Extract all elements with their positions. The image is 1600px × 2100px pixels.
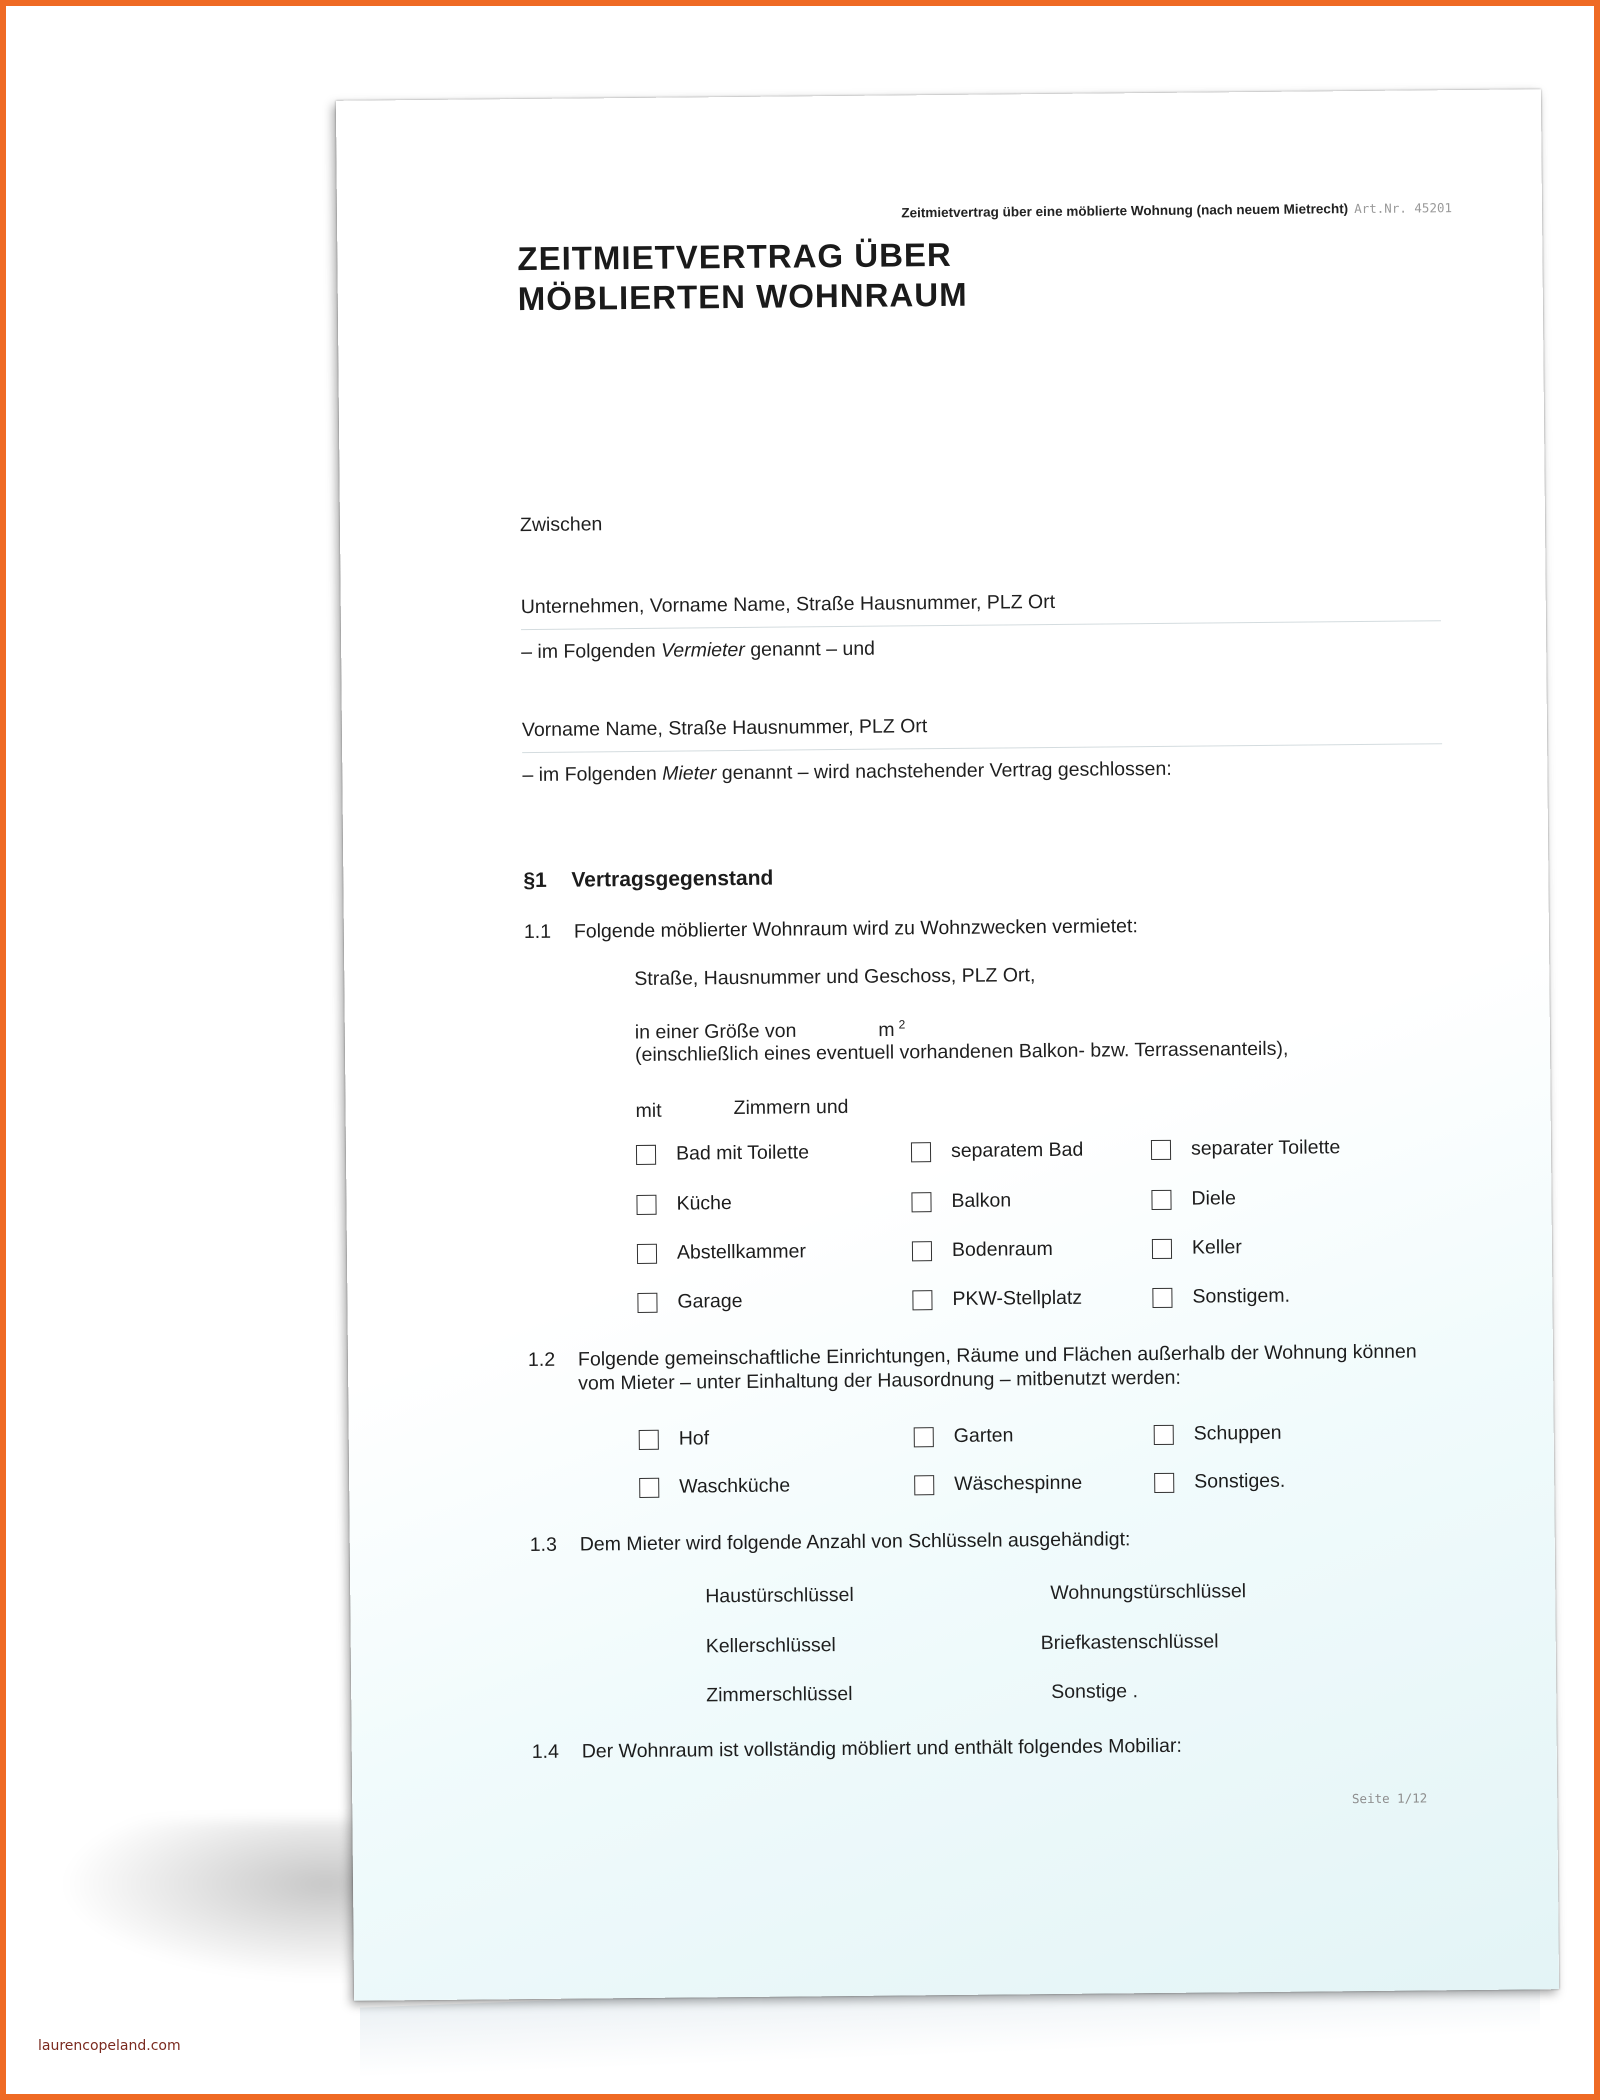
tenant-name-field[interactable]: Vorname Name, Straße Hausnummer, PLZ Ort xyxy=(521,715,928,742)
header-title: Zeitmietvertrag über eine möblierte Wohnung (nach neuem Mietrecht) xyxy=(901,201,1349,221)
checkbox-kueche[interactable] xyxy=(636,1192,732,1216)
clause-1-3 xyxy=(530,1528,1131,1557)
checkbox-abstellkammer[interactable] xyxy=(637,1240,806,1265)
checkbox-box[interactable] xyxy=(639,1429,659,1449)
rental-address-field[interactable]: Straße, Hausnummer und Geschoss, PLZ Ort, xyxy=(634,964,1036,991)
tenant-role-word: Mieter xyxy=(662,762,717,785)
checkbox-box[interactable] xyxy=(1154,1424,1174,1444)
checkbox-label: PKW-Stellplatz xyxy=(952,1286,1083,1310)
checkbox-label: Garage xyxy=(677,1289,743,1313)
checkbox-label: Garten xyxy=(953,1424,1014,1447)
clause-1-1 xyxy=(524,915,1138,944)
size-note: (einschließlich eines eventuell vorhandenen Balkon- bzw. Terrassenanteils), xyxy=(634,1037,1289,1066)
checkbox-label: Abstellkammer xyxy=(676,1240,807,1264)
checkbox-label: separatem Bad xyxy=(950,1138,1084,1162)
checkbox-box[interactable] xyxy=(636,1194,656,1214)
checkbox-label: Diele xyxy=(1191,1187,1237,1210)
checkbox-label: Schuppen xyxy=(1193,1421,1282,1445)
between-label: Zwischen xyxy=(519,513,603,537)
landlord-role-prefix: – im Folgenden xyxy=(521,639,662,664)
checkbox-box[interactable] xyxy=(1151,1189,1171,1209)
checkbox-label: Sonstigem. xyxy=(1192,1284,1291,1308)
title-line-1: ZEITMIETVERTRAG ÜBER xyxy=(517,235,952,278)
checkbox-label: Waschküche xyxy=(679,1474,791,1498)
clause-1-1-text: Folgende möblierter Wohnraum wird zu Wohnzwecken vermietet: xyxy=(573,915,1138,943)
document-page xyxy=(336,89,1559,2000)
checkbox-hof[interactable] xyxy=(639,1427,710,1451)
checkbox-diele[interactable] xyxy=(1151,1187,1236,1211)
checkbox-pkw-stellplatz[interactable] xyxy=(912,1287,1082,1312)
rooms-count-field[interactable]: Zimmern und xyxy=(733,1095,849,1120)
checkbox-box[interactable] xyxy=(1152,1287,1172,1307)
clause-1-2-number: 1.2 xyxy=(527,1348,556,1372)
key-zimmer[interactable]: Zimmerschlüssel xyxy=(706,1682,853,1707)
clause-1-2-text-line1: Folgende gemeinschaftliche Einrichtungen, Räume und Flächen außerhalb der Wohnung können xyxy=(577,1340,1417,1371)
checkbox-box[interactable] xyxy=(1151,1139,1171,1159)
checkbox-waeschespinne[interactable] xyxy=(914,1472,1082,1497)
section-1-heading xyxy=(523,867,773,893)
tenant-rule xyxy=(522,743,1442,753)
checkbox-box[interactable] xyxy=(1154,1472,1174,1492)
checkbox-label: Keller xyxy=(1191,1236,1242,1259)
key-wohnungstuer[interactable]: Wohnungstürschlüssel xyxy=(1050,1580,1247,1605)
checkbox-label: Wäschespinne xyxy=(954,1471,1083,1495)
checkbox-bad-mit-toilette[interactable] xyxy=(636,1141,809,1166)
clause-1-4-text: Der Wohnraum ist vollständig möbliert und enthält folgendes Mobiliar: xyxy=(581,1734,1182,1763)
landlord-role-word: Vermieter xyxy=(660,638,745,662)
checkbox-label: Hof xyxy=(678,1427,710,1450)
key-sonstige[interactable]: Sonstige . xyxy=(1051,1680,1139,1704)
tenant-role xyxy=(522,758,1172,787)
size-exponent: 2 xyxy=(898,1017,906,1032)
checkbox-box[interactable] xyxy=(1152,1238,1172,1258)
landlord-role xyxy=(521,638,875,664)
section-1-title: Vertragsgegenstand xyxy=(571,866,774,892)
checkbox-bodenraum[interactable] xyxy=(912,1238,1053,1262)
clause-1-4 xyxy=(532,1735,1182,1764)
article-number: Art.Nr. 45201 xyxy=(1354,200,1453,217)
checkbox-box[interactable] xyxy=(914,1475,934,1495)
checkbox-sonstigem[interactable] xyxy=(1152,1285,1290,1309)
checkbox-label: Bodenraum xyxy=(951,1237,1053,1261)
checkbox-garage[interactable] xyxy=(637,1290,742,1314)
key-keller[interactable]: Kellerschlüssel xyxy=(705,1634,836,1658)
landlord-name-field[interactable]: Unternehmen, Vorname Name, Straße Hausnummer, PLZ Ort xyxy=(520,590,1056,619)
tenant-role-suffix: genannt – wird nachstehender Vertrag geschlossen: xyxy=(716,757,1172,785)
checkbox-label: Küche xyxy=(676,1192,732,1215)
checkbox-garten[interactable] xyxy=(914,1424,1014,1448)
clause-1-2 xyxy=(528,1341,1417,1373)
checkbox-box[interactable] xyxy=(639,1477,659,1497)
checkbox-box[interactable] xyxy=(914,1427,934,1447)
checkbox-balkon[interactable] xyxy=(911,1189,1011,1213)
checkbox-box[interactable] xyxy=(637,1292,657,1312)
page-number: Seite 1/12 xyxy=(1351,1790,1428,1807)
checkbox-waschkueche[interactable] xyxy=(639,1475,790,1499)
checkbox-label: Balkon xyxy=(951,1189,1012,1212)
checkbox-keller[interactable] xyxy=(1152,1236,1242,1260)
checkbox-separater-toilette[interactable] xyxy=(1151,1136,1340,1161)
key-briefkasten[interactable]: Briefkastenschlüssel xyxy=(1040,1630,1219,1655)
checkbox-box[interactable] xyxy=(912,1241,932,1261)
checkbox-box[interactable] xyxy=(636,1144,656,1164)
checkbox-separatem-bad[interactable] xyxy=(911,1139,1083,1164)
checkbox-box[interactable] xyxy=(912,1290,932,1310)
checkbox-box[interactable] xyxy=(911,1142,931,1162)
clause-1-1-number: 1.1 xyxy=(523,920,552,944)
size-field[interactable] xyxy=(635,1017,906,1044)
watermark: laurencopeland.com xyxy=(38,2038,181,2054)
landlord-role-suffix: genannt – und xyxy=(744,637,876,661)
landlord-rule xyxy=(521,620,1441,630)
checkbox-label: Sonstiges. xyxy=(1194,1469,1286,1493)
document-title xyxy=(517,235,968,319)
clause-1-3-number: 1.3 xyxy=(529,1533,557,1557)
checkbox-schuppen[interactable] xyxy=(1154,1422,1282,1446)
key-haustuer[interactable]: Haustürschlüssel xyxy=(705,1583,854,1608)
section-1-number: §1 xyxy=(523,868,547,893)
checkbox-box[interactable] xyxy=(911,1192,931,1212)
tenant-role-prefix: – im Folgenden xyxy=(522,762,663,787)
rooms-mit: mit xyxy=(635,1099,662,1122)
title-line-2: MÖBLIERTEN WOHNRAUM xyxy=(517,275,968,318)
checkbox-box[interactable] xyxy=(637,1243,657,1263)
checkbox-label: separater Toilette xyxy=(1190,1136,1341,1160)
size-unit: m xyxy=(878,1019,895,1042)
document-header xyxy=(901,200,1452,220)
size-label: in einer Größe von xyxy=(634,1019,797,1044)
checkbox-label: Bad mit Toilette xyxy=(675,1141,810,1165)
clause-1-3-text: Dem Mieter wird folgende Anzahl von Schlüsseln ausgehändigt: xyxy=(579,1528,1131,1556)
checkbox-sonstiges[interactable] xyxy=(1154,1470,1285,1494)
clause-1-2-text-line2: vom Mieter – unter Einhaltung der Hausordnung – mitbenutzt werden: xyxy=(578,1366,1181,1395)
clause-1-4-number: 1.4 xyxy=(531,1740,559,1764)
